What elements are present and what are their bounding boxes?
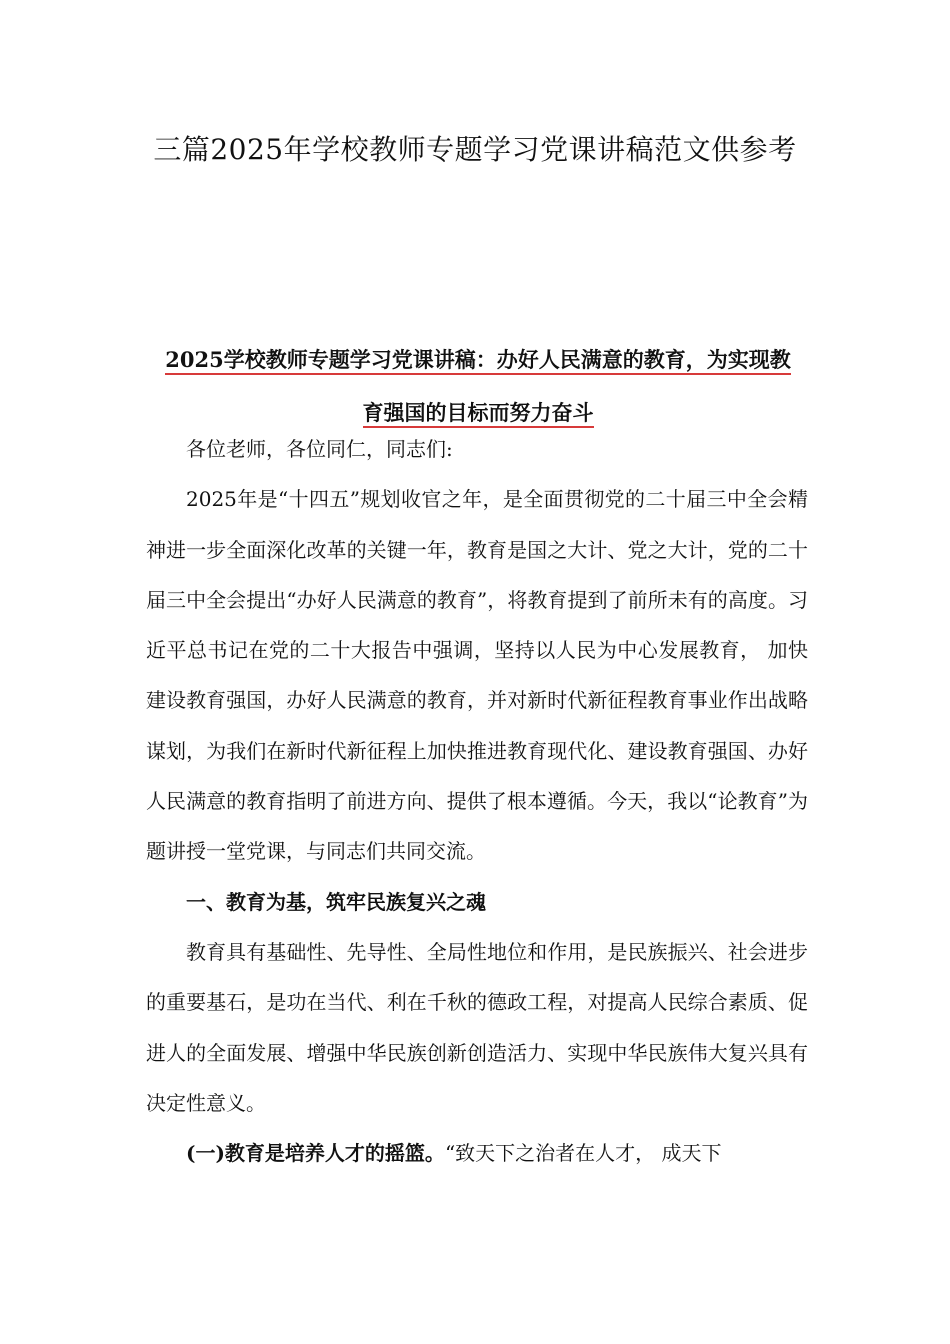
- section-heading-1: 一、教育为基，筑牢民族复兴之魂: [186, 889, 486, 914]
- subsection-1-text: “致天下之治者在人才， 成天下: [444, 1141, 722, 1166]
- subsection-1-lead: (一)教育是培养人才的摇篮。: [186, 1141, 445, 1166]
- lecture-title-line2: 育强国的目标而努力奋斗: [363, 400, 594, 428]
- paragraph-section-1: 教育具有基础性、先导性、全局性地位和作用，是民族振兴、社会进步的重要基石，是功在当代、利在千秋的德政工程，对提高人民综合素质、促进人的全面发展、增强中华民族创新创造活力、实现中华民族伟大复兴具有决定性意义。: [146, 939, 808, 1115]
- paragraph-subsection-1: [146, 1128, 808, 1178]
- salutation: 各位老师，各位同仁，同志们:: [186, 437, 453, 461]
- lecture-title-line1: 2025学校教师专题学习党课讲稿：办好人民满意的教育，为实现教: [165, 347, 790, 375]
- document-body: [146, 424, 808, 1178]
- document-title: 三篇2025年学校教师专题学习党课讲稿范文供参考: [153, 133, 797, 166]
- paragraph-intro: 2025年是“十四五”规划收官之年，是全面贯彻党的二十届三中全会精神进一步全面深化改革的关键一年，教育是国之大计、党之大计，党的二十届三中全会提出“办好人民满意的教育”，将教育提到了前所未有的高度。习近平总书记在党的二十大报告中强调，坚持以人民为中心发展教育， 加快建设教育强国，办好人民满意的教育，并对新时代新征程教育事业作出战略谋划，为我们在新时代新征程上加快推进教育现代化、建设教育强国、办好人民满意的教育指明了前进方向、提供了根本遵循。今天，我以“论教育”为题讲授一堂党课，与同志们共同交流。: [146, 487, 808, 864]
